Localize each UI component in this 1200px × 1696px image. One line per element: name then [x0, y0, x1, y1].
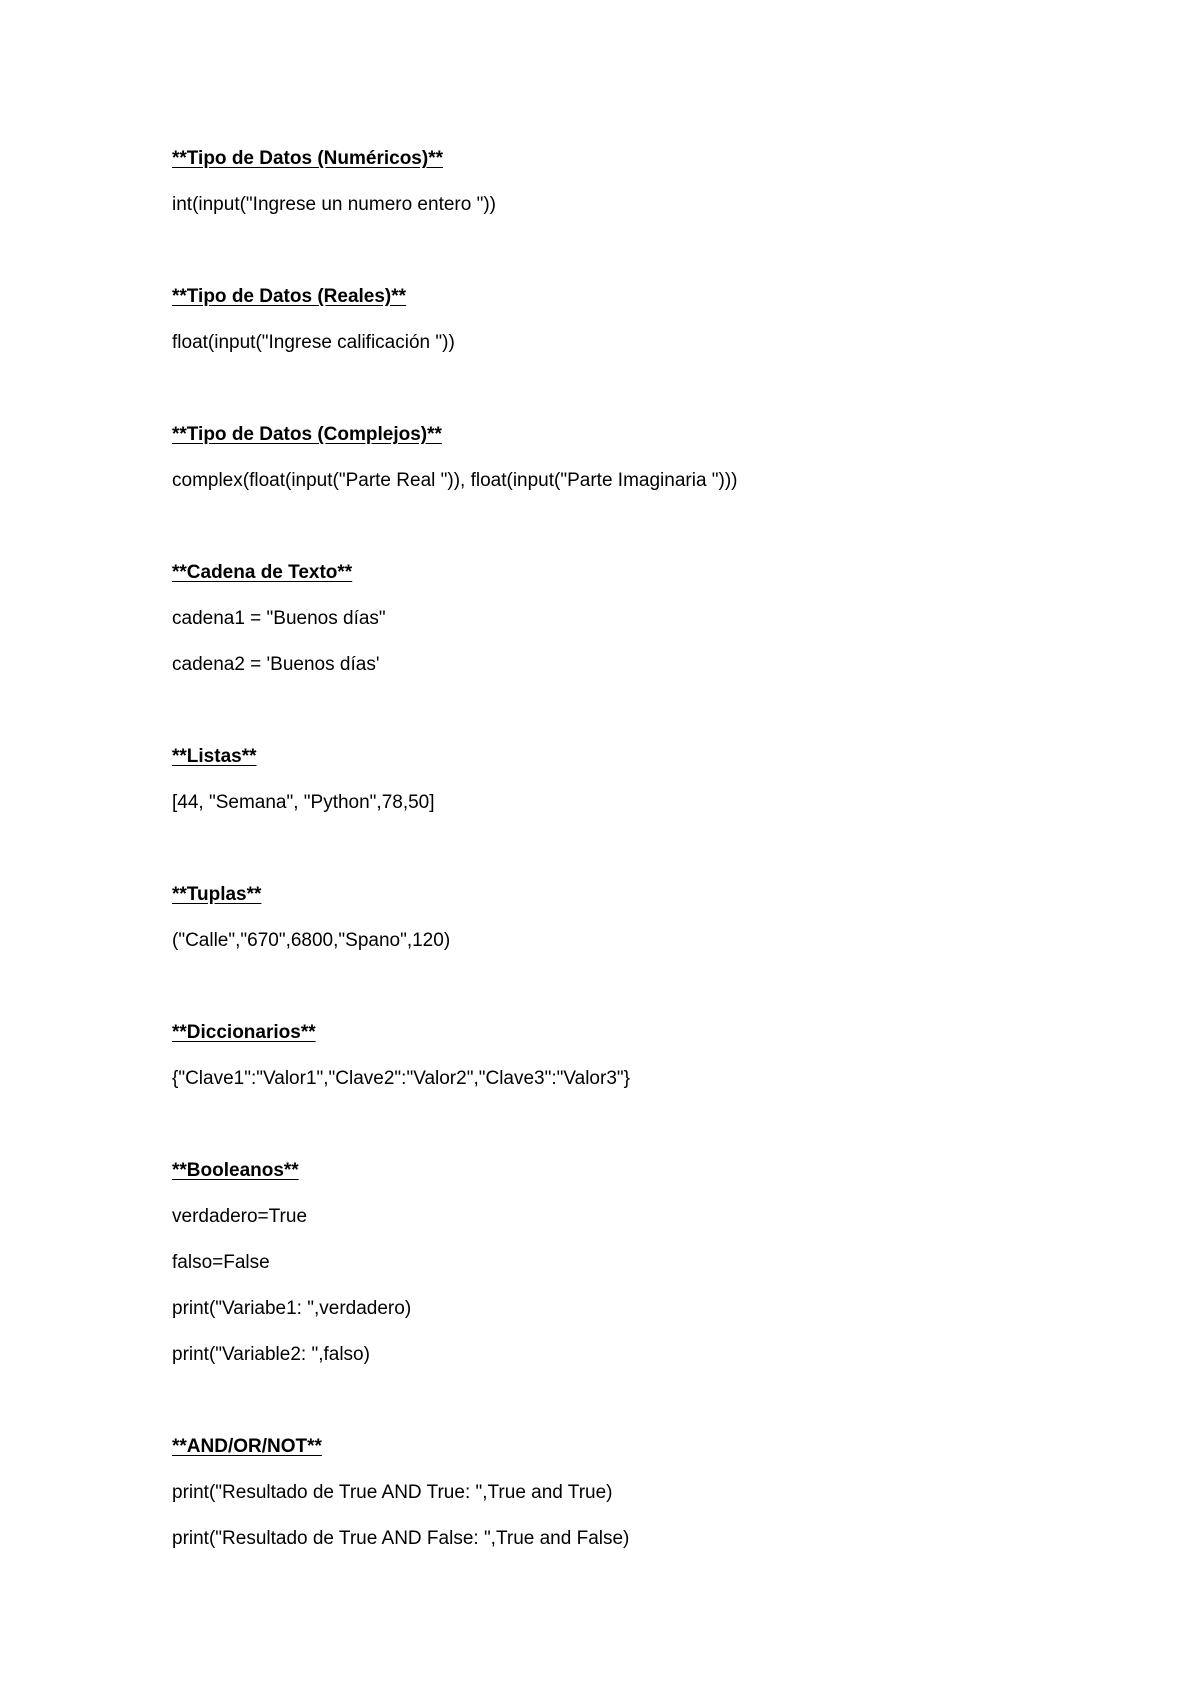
section-reales	[172, 274, 1112, 366]
code-line: int(input("Ingrese un numero entero "))	[172, 194, 496, 215]
section-and-or-not	[172, 1424, 1112, 1562]
section-heading: **Cadena de Texto**	[172, 562, 353, 583]
document-content	[172, 136, 1112, 1562]
section-complejos	[172, 412, 1112, 504]
code-line: falso=False	[172, 1252, 270, 1273]
code-line: ("Calle","670",6800,"Spano",120)	[172, 930, 451, 951]
section-cadena-de-texto	[172, 550, 1112, 688]
code-line: complex(float(input("Parte Real ")), float(input("Parte Imaginaria ")))	[172, 470, 738, 491]
section-numericos	[172, 136, 1112, 228]
code-line: print("Resultado de True AND False: ",True and False)	[172, 1528, 630, 1549]
section-booleanos	[172, 1148, 1112, 1378]
code-line: print("Resultado de True AND True: ",True and True)	[172, 1482, 613, 1503]
code-line: print("Variabe1: ",verdadero)	[172, 1298, 412, 1319]
section-heading: **Listas**	[172, 746, 257, 767]
section-heading: **Tipo de Datos (Numéricos)**	[172, 148, 443, 169]
section-diccionarios	[172, 1010, 1112, 1102]
section-heading: **Tipo de Datos (Complejos)**	[172, 424, 442, 445]
section-heading: **Booleanos**	[172, 1160, 299, 1181]
code-line: print("Variable2: ",falso)	[172, 1344, 370, 1365]
code-line: [44, "Semana", "Python",78,50]	[172, 792, 435, 813]
section-tuplas	[172, 872, 1112, 964]
section-listas	[172, 734, 1112, 826]
code-line: verdadero=True	[172, 1206, 308, 1227]
section-heading: **Tipo de Datos (Reales)**	[172, 286, 407, 307]
section-heading: **Diccionarios**	[172, 1022, 316, 1043]
section-heading: **Tuplas**	[172, 884, 262, 905]
code-line: cadena1 = "Buenos días"	[172, 608, 386, 629]
code-line: cadena2 = 'Buenos días'	[172, 654, 380, 675]
code-line: float(input("Ingrese calificación "))	[172, 332, 455, 353]
code-line: {"Clave1":"Valor1","Clave2":"Valor2","Clave3":"Valor3"}	[172, 1068, 630, 1089]
section-heading: **AND/OR/NOT**	[172, 1436, 322, 1457]
